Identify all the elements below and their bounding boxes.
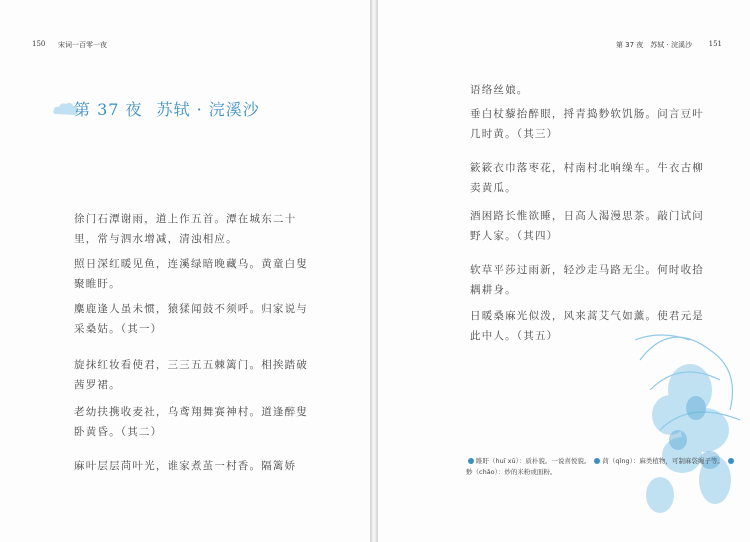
poem-stanza: 语络丝娘。 (470, 84, 529, 96)
chapter-title: 苏轼 · 浣溪沙 (156, 100, 260, 119)
poem-stanza: 老幼扶携收麦社，乌鸢翔舞赛神村。道逢醉叟卧黄昏。（其二） (74, 406, 308, 438)
footnote: 麨（chǎo）：炒的米粉或面粉。 (466, 468, 557, 476)
note-marker-icon (728, 458, 734, 464)
page-number: 150 (32, 40, 46, 48)
footnote: 苘（qǐng）：麻类植物，可制麻袋绳子等。 (602, 457, 724, 465)
poem-stanza: 照日深红暖见鱼，连溪绿暗晚藏乌。黄童白叟聚睢盱。 (74, 258, 308, 290)
poem-stanza: 酒困路长惟欲睡，日高人渴漫思茶。敲门试问野人家。（其四） (470, 210, 704, 242)
chapter-heading (74, 97, 260, 120)
note-marker-icon (468, 458, 474, 464)
poem-stanza: 垂白杖藜抬醉眼，捋青捣麨软饥肠。问言豆叶几时黄。（其三） (470, 108, 704, 140)
page-number: 151 (708, 40, 722, 48)
poem-stanza: 日暖桑麻光似泼，风来蒿艾气如薰。使君元是此中人。（其五） (470, 310, 704, 342)
running-head: 第 37 夜 苏轼 · 浣溪沙 (615, 41, 692, 49)
left-page (0, 0, 370, 542)
running-head: 宋词一百零一夜 (58, 41, 107, 49)
footnotes (466, 456, 736, 478)
poem-stanza: 簌簌衣巾落枣花，村南村北响缲车。牛衣古柳卖黄瓜。 (470, 162, 704, 194)
poem-stanza: 麻叶层层苘叶光，谁家煮茧一村香。隔篱娇 (74, 460, 297, 472)
poem-stanza: 旋抹红妆看使君，三三五五棘篱门。相挨踏破茜罗裙。 (74, 359, 308, 391)
book-gutter (370, 0, 378, 542)
poem-intro: 徐门石潭谢雨，道上作五首。潭在城东二十里，常与泗水增减，清浊相应。 (74, 213, 297, 245)
poem-stanza: 麋鹿逢人虽未惯，猿猱闻鼓不须呼。归家说与采桑姑。（其一） (74, 303, 308, 335)
chapter-night: 第 37 夜 (74, 100, 143, 119)
poem-stanza: 软草平莎过雨新，轻沙走马路无尘。何时收拾耦耕身。 (470, 264, 704, 296)
footnote: 睢盱（huī xū）：质朴貌。一说喜悦貌。 (476, 457, 591, 465)
note-marker-icon (594, 458, 600, 464)
watercolor-illustration (630, 320, 750, 542)
right-page (378, 0, 750, 542)
